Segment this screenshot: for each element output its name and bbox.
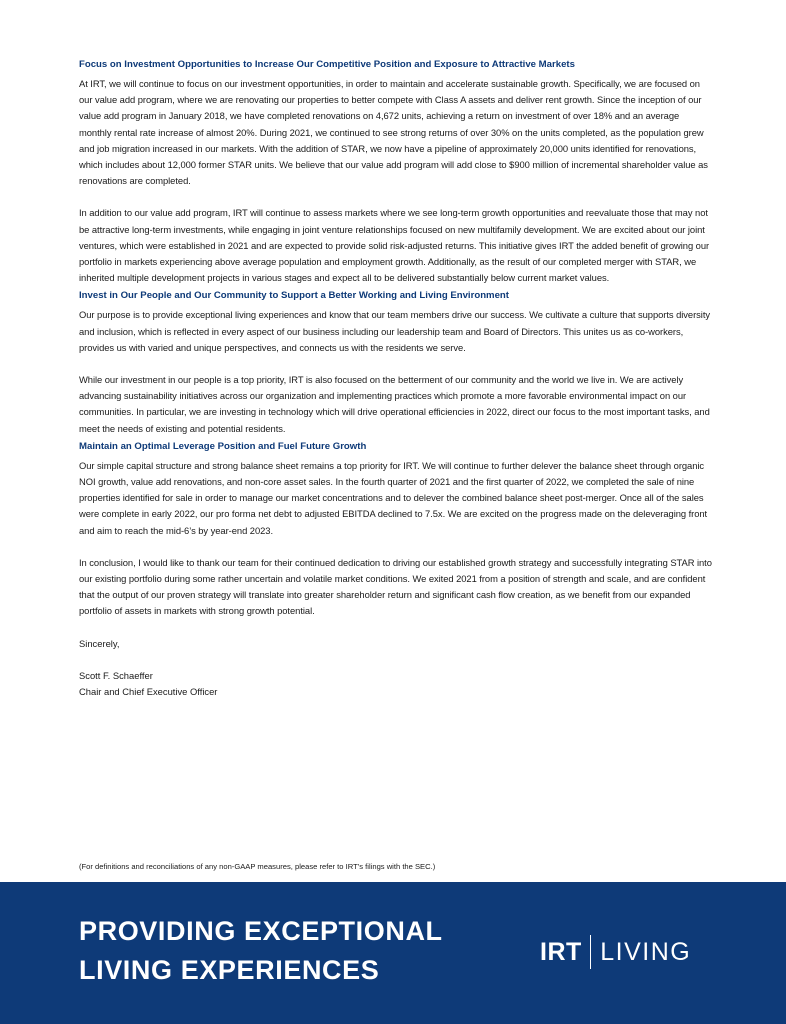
paragraph: In conclusion, I would like to thank our team for their continued dedication to driving our established growth strategy and successfully integrating STAR into our existing portfolio during some rather uncertain and volatile market conditions. We exited 2021 from a position of strength and scale, and are confident that the output of our proven strategy will translate into greater shareholder return and significant cash flow creation, as we benefit from our expanded portfolio of assets in markets with strong growth potential. [79,556,712,617]
logo-brand: IRT [540,937,582,966]
irt-living-logo [540,934,691,970]
paragraph: In addition to our value add program, IRT will continue to assess markets where we see long-term growth opportunities and reevaluate those that may not be attractive long-term investments, while engaging in joint venture relationships focused on new multifamily development. We are excited about our joint ventures, which were established in 2021 and are expected to provide solid risk-adjusted returns. This initiative gives IRT the added benefit of growing our portfolio in markets experiencing above average population and employment growth. Additionally, as the result of our completed merger with STAR, we inherited multiple development projects in various stages and expect all to be delivered substantially below current market values. [79,207,710,284]
logo-word: LIVING [600,937,692,966]
section-heading: Focus on Investment Opportunities to Increase Our Competitive Position and Exposure to Attractive Markets [79,59,575,70]
paragraph: Our simple capital structure and strong balance sheet remains a top priority for IRT. We will continue to further delever the balance sheet through organic NOI growth, value add renovations, and non-core asset sales. In the fourth quarter of 2021 and the first quarter of 2022, we completed the sale of nine properties identified for sale in order to manage our market concentrations and to delever the combined balance sheet post-merger. Once all of the sales were complete in early 2022, our pro forma net debt to adjusted EBITDA declined to 7.5x. We are excited on the progress made on the deleveraging front and aim to reach the mid-6’s by year-end 2023. [79,459,708,536]
section-people-community [79,289,713,436]
letter-body [79,58,713,700]
section-heading: Invest in Our People and Our Community to Support a Better Working and Living Environment [79,290,509,302]
paragraph: Our purpose is to provide exceptional living experiences and know that our team members drive our success. We cultivate a culture that supports diversity and inclusion, which is reflected in every aspect of our business including our leadership team and Board of Directors. This unites us as co-workers, provides us with varied and unique perspectives, and connects us with the residents we serve. [79,309,711,353]
section-heading: Maintain an Optimal Leverage Position and Fuel Future Growth [79,440,367,452]
logo-divider [590,935,592,969]
signer-title: Chair and Chief Executive Officer [79,686,218,698]
signer-name: Scott F. Schaeffer [79,669,153,681]
signature-block [79,668,713,700]
closing-salutation: Sincerely, [79,637,120,649]
footer-banner [0,882,786,1024]
paragraph: At IRT, we will continue to focus on our investment opportunities, in order to maintain and accelerate sustainable growth. Specifically, we are focused on our value add program, where we are renovating our properties to better compete with Class A assets and deliver rent growth. Since the inception of our value add program in January 2018, we have completed renovations on 4,672 units, achieving a return on investment of over 18% and an average monthly rental rate increase of almost 20%. During 2021, we continued to see strong returns of over 30% on the units completed, as the population grew and job migration increased in our markets. With the addition of STAR, we now have a pipeline of approximately 20,000 units identified for renovations, which includes about 12,000 former STAR units. We believe that our value add program will add close to $900 million of incremental shareholder value as renovations are completed. [79,78,708,187]
tagline-line-1: PROVIDING EXCEPTIONAL [79,916,443,946]
paragraph: While our investment in our people is a top priority, IRT is also focused on the betterment of our community and the world we live in. We are actively advancing sustainability initiatives across our organization and implementing practices which promote a more favorable environmental impact on our communities. In particular, we are investing in technology which will drive operational efficiencies in 2022, direct our focus to the most important tasks, and meet the needs of existing and potential residents. [79,374,710,434]
banner-tagline [79,912,443,990]
tagline-line-2: LIVING EXPERIENCES [79,955,380,985]
footnote: (For definitions and reconciliations of any non-GAAP measures, please refer to IRT’s filings with the SEC.) [79,862,436,871]
section-leverage [79,440,713,620]
section-investment [79,58,713,286]
